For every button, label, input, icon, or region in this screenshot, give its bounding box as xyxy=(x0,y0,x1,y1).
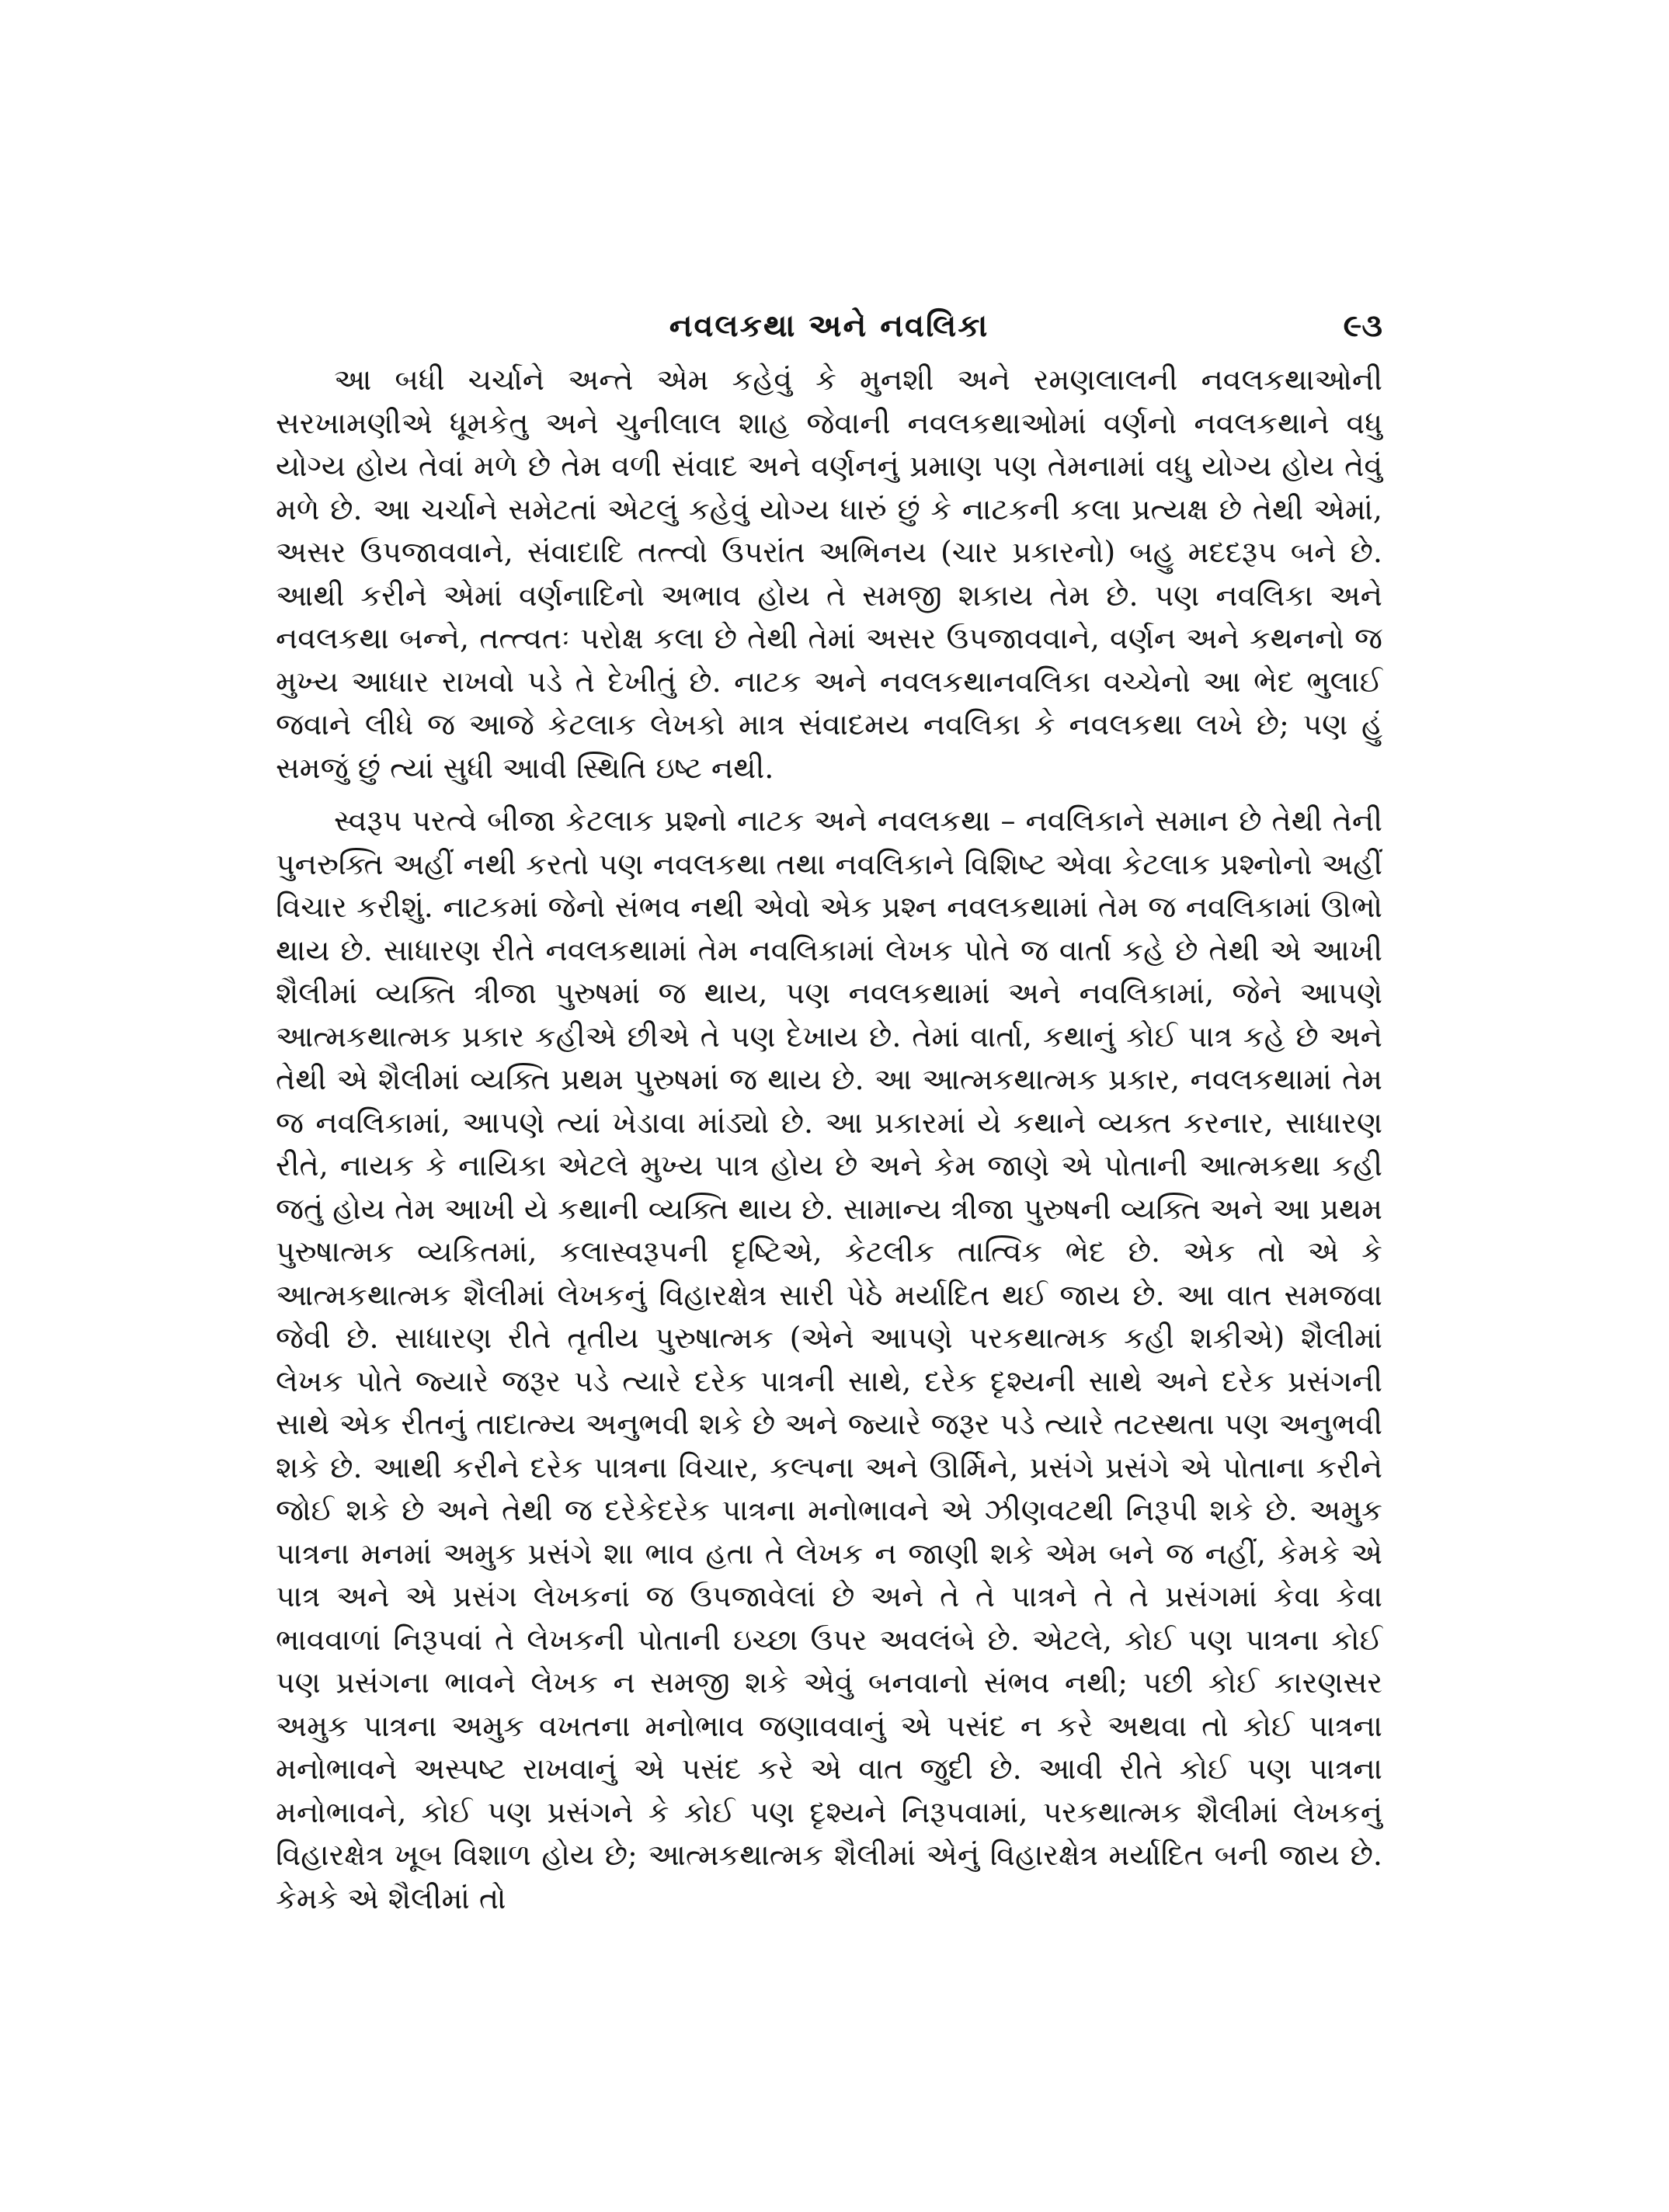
body-text xyxy=(276,359,1382,1920)
running-header xyxy=(276,303,1382,349)
page-number: ૯૩ xyxy=(1343,307,1382,344)
paragraph: આ બધી ચર્ચાને અન્તે એમ કહેવું કે મુનશી અને રમણલાલની નવલકથાઓની સરખામણીએ ધૂમકેતુ અને ચુનીલાલ શાહ જેવાની નવલકથાઓમાં વર્ણનો નવલકથાને વધુ યોગ્ય હોય તેવાં મળે છે તેમ વળી સંવાદ અને વર્ણનનું પ્રમાણ પણ તેમનામાં વધુ યોગ્ય હોય તેવું મળે છે. આ ચર્ચાને સમેટતાં એટલું કહેવું યોગ્ય ધારું છું કે નાટકની કલા પ્રત્યક્ષ છે તેથી એમાં, અસર ઉપજાવવાને, સંવાદાદિ તત્ત્વો ઉપરાંત અભિનય (ચાર પ્રકારનો) બહુ મદદરૂપ બને છે. આથી કરીને એમાં વર્ણનાદિનો અભાવ હોય તે સમજી શકાય તેમ છે. પણ નવલિકા અને નવલકથા બન્ને, તત્ત્વતઃ પરોક્ષ કલા છે તેથી તેમાં અસર ઉપજાવવાને, વર્ણન અને કથનનો જ મુખ્ય આધાર રાખવો પડે તે દેખીતું છે. નાટક અને નવલકથાનવલિકા વચ્ચેનો આ ભેદ ભુલાઈ જવાને લીધે જ આજે કેટલાક લેખકો માત્ર સંવાદમય નવલિકા કે નવલકથા લખે છે; પણ હું સમજું છું ત્યાં સુધી આવી સ્થિતિ ઇષ્ટ નથી. xyxy=(276,363,1382,785)
running-title: નવલકથા અને નવલિકા xyxy=(669,307,989,344)
paragraph: સ્વરૂપ પરત્વે બીજા કેટલાક પ્રશ્નો નાટક અને નવલકથા – નવલિકાને સમાન છે તેથી તેની પુનરુક્તિ અહીં નથી કરતો પણ નવલકથા તથા નવલિકાને વિશિષ્ટ એવા કેટલાક પ્રશ્નોનો અહીં વિચાર કરીશું. નાટકમાં જેનો સંભવ નથી એવો એક પ્રશ્ન નવલકથામાં તેમ જ નવલિકામાં ઊભો થાય છે. સાધારણ રીતે નવલકથામાં તેમ નવલિકામાં લેખક પોતે જ વાર્તા કહે છે તેથી એ આખી શૈલીમાં વ્યક્તિ ત્રીજા પુરુષમાં જ થાય, પણ નવલકથામાં અને નવલિકામાં, જેને આપણે આત્મકથાત્મક પ્રકાર કહીએ છીએ તે પણ દેખાય છે. તેમાં વાર્તા, કથાનું કોઈ પાત્ર કહે છે અને તેથી એ શૈલીમાં વ્યક્તિ પ્રથમ પુરુષમાં જ થાય છે. આ આત્મકથાત્મક પ્રકાર, નવલકથામાં તેમ જ નવલિકામાં, આપણે ત્યાં ખેડાવા માંડ્યો છે. આ પ્રકારમાં યે કથાને વ્યક્ત કરનાર, સાધારણ રીતે, નાયક કે નાયિકા એટલે મુખ્ય પાત્ર હોય છે અને કેમ જાણે એ પોતાની આત્મકથા કહી જતું હોય તેમ આખી યે કથાની વ્યક્તિ થાય છે. સામાન્ય ત્રીજા પુરુષની વ્યક્તિ અને આ પ્રથમ પુરુષાત્મક વ્યકિતમાં, કલાસ્વરૂપની દૃષ્ટિએ, કેટલીક તાત્વિક ભેદ છે. એક તો એ કે આત્મકથાત્મક શૈલીમાં લેખકનું વિહારક્ષેત્ર સારી પેઠે મર્યાદિત થઈ જાય છે. આ વાત સમજવા જેવી છે. સાધારણ રીતે તૃતીય પુરુષાત્મક (એને આપણે પરકથાત્મક કહી શકીએ) શૈલીમાં લેખક પોતે જ્યારે જરૂર પડે ત્યારે દરેક પાત્રની સાથે, દરેક દૃશ્યની સાથે અને દરેક પ્રસંગની સાથે એક રીતનું તાદાત્મ્ય અનુભવી શકે છે અને જ્યારે જરૂર પડે ત્યારે તટસ્થતા પણ અનુભવી શકે છે. આથી કરીને દરેક પાત્રના વિચાર, કલ્પના અને ઊર્મિને, પ્રસંગે પ્રસંગે એ પોતાના કરીને જોઈ શકે છે અને તેથી જ દરેકેદરેક પાત્રના મનોભાવને એ ઝીણવટથી નિરૂપી શકે છે. અમુક પાત્રના મનમાં અમુક પ્રસંગે શા ભાવ હતા તે લેખક ન જાણી શકે એમ બને જ નહીં, કેમકે એ પાત્ર અને એ પ્રસંગ લેખકનાં જ ઉપજાવેલાં છે અને તે તે પાત્રને તે તે પ્રસંગમાં કેવા કેવા ભાવવાળાં નિરૂપવાં તે લેખકની પોતાની ઇચ્છા ઉપર અવલંબે છે. એટલે, કોઈ પણ પાત્રના કોઈ પણ પ્રસંગના ભાવને લેખક ન સમજી શકે એવું બનવાનો સંભવ નથી; પછી કોઈ કારણસર અમુક પાત્રના અમુક વખતના મનોભાવ જણાવવાનું એ પસંદ ન કરે અથવા તો કોઈ પાત્રના મનોભાવને અસ્પષ્ટ રાખવાનું એ પસંદ કરે એ વાત જુદી છે. આવી રીતે કોઈ પણ પાત્રના મનોભાવને, કોઈ પણ પ્રસંગને કે કોઈ પણ દૃશ્યને નિરૂપવામાં, પરકથાત્મક શૈલીમાં લેખકનું વિહારક્ષેત્ર ખૂબ વિશાળ હોય છે; આત્મકથાત્મક શૈલીમાં એનું વિહારક્ષેત્ર મર્યાદિત બની જાય છે. કેમકે એ શૈલીમાં તો xyxy=(276,804,1382,1915)
